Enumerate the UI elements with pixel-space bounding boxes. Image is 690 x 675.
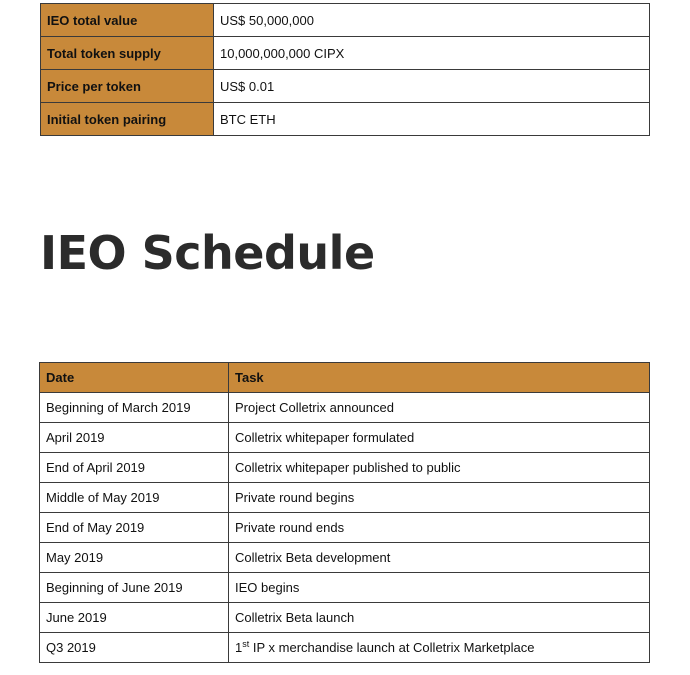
schedule-date: Middle of May 2019 xyxy=(40,483,229,513)
ieo-total-value-label: IEO total value xyxy=(41,4,214,37)
schedule-task: Private round begins xyxy=(229,483,650,513)
table-row xyxy=(41,70,650,103)
table-header-row xyxy=(40,363,650,393)
table-row xyxy=(40,513,650,543)
table-row xyxy=(40,453,650,483)
table-row xyxy=(41,103,650,136)
schedule-task: Colletrix whitepaper formulated xyxy=(229,423,650,453)
schedule-task xyxy=(229,633,650,663)
table-row xyxy=(40,423,650,453)
table-row xyxy=(40,393,650,423)
schedule-task-text: IP x merchandise launch at Colletrix Marketplace xyxy=(249,640,535,655)
table-row xyxy=(41,37,650,70)
initial-token-pairing: BTC ETH xyxy=(214,103,650,136)
schedule-task: Private round ends xyxy=(229,513,650,543)
task-column-header: Task xyxy=(229,363,650,393)
price-per-token: US$ 0.01 xyxy=(214,70,650,103)
table-row xyxy=(40,483,650,513)
table-row xyxy=(40,573,650,603)
token-info-table xyxy=(40,3,650,136)
table-row xyxy=(41,4,650,37)
ieo-schedule-table xyxy=(39,362,650,663)
table-row xyxy=(40,543,650,573)
initial-token-pairing-label: Initial token pairing xyxy=(41,103,214,136)
date-column-header: Date xyxy=(40,363,229,393)
schedule-task: Colletrix whitepaper published to public xyxy=(229,453,650,483)
schedule-task: Colletrix Beta launch xyxy=(229,603,650,633)
ordinal-suffix: st xyxy=(242,639,250,649)
ieo-total-value: US$ 50,000,000 xyxy=(214,4,650,37)
table-row xyxy=(40,633,650,663)
schedule-task: Project Colletrix announced xyxy=(229,393,650,423)
schedule-task: IEO begins xyxy=(229,573,650,603)
schedule-date: Beginning of June 2019 xyxy=(40,573,229,603)
table-row xyxy=(40,603,650,633)
total-token-supply: 10,000,000,000 CIPX xyxy=(214,37,650,70)
schedule-date: June 2019 xyxy=(40,603,229,633)
schedule-date: April 2019 xyxy=(40,423,229,453)
schedule-date: Beginning of March 2019 xyxy=(40,393,229,423)
schedule-date: End of May 2019 xyxy=(40,513,229,543)
schedule-date: May 2019 xyxy=(40,543,229,573)
price-per-token-label: Price per token xyxy=(41,70,214,103)
ordinal-number: 1 xyxy=(235,640,243,655)
schedule-date: End of April 2019 xyxy=(40,453,229,483)
schedule-date: Q3 2019 xyxy=(40,633,229,663)
schedule-task: Colletrix Beta development xyxy=(229,543,650,573)
section-title: IEO Schedule xyxy=(40,226,375,280)
total-token-supply-label: Total token supply xyxy=(41,37,214,70)
